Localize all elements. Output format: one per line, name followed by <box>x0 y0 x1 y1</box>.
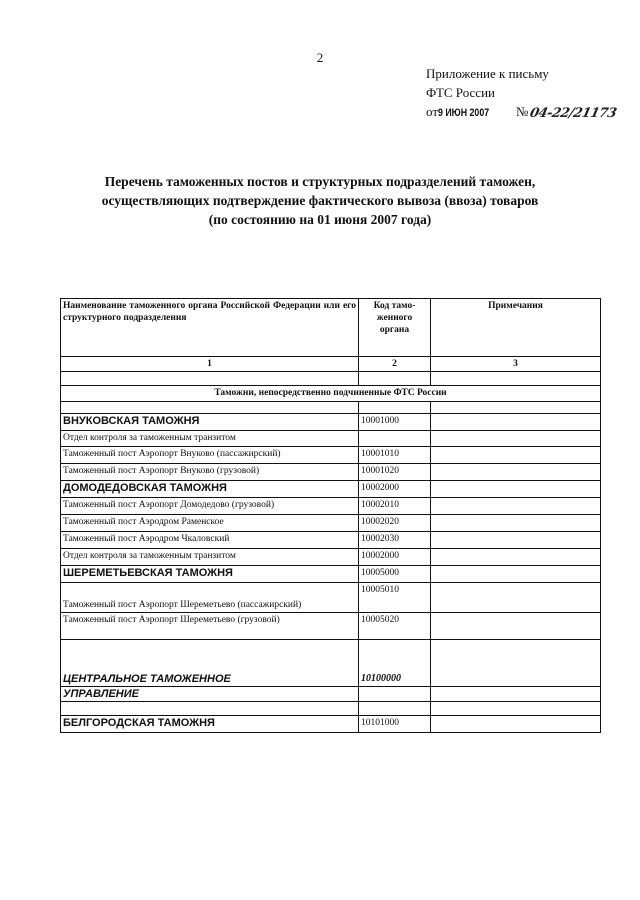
row-name: ДОМОДЕДОВСКАЯ ТАМОЖНЯ <box>61 481 359 498</box>
table-row <box>61 464 601 481</box>
table-row <box>61 716 601 733</box>
table-row <box>61 431 601 447</box>
row-name: Таможенный пост Аэродром Чкаловский <box>61 532 359 549</box>
row-code: 10002030 <box>359 532 431 549</box>
title-line-1: Перечень таможенных постов и структурных подразделений таможен, <box>104 174 536 189</box>
row-code <box>359 687 431 702</box>
header-name: Наименование таможенного органа Российской Федерации или его структурного подразделения <box>61 299 359 357</box>
header-note: Примечания <box>431 299 601 357</box>
row-code: 10005000 <box>359 566 431 583</box>
appendix-line-1: Приложение к письму <box>426 66 549 81</box>
row-code: 10002000 <box>359 481 431 498</box>
row-name: БЕЛГОРОДСКАЯ ТАМОЖНЯ <box>61 716 359 733</box>
row-code: 10001020 <box>359 464 431 481</box>
page-number: 2 <box>316 50 324 65</box>
appendix-block <box>426 64 626 121</box>
column-number-3: 3 <box>431 357 601 372</box>
row-name: ЦЕНТРАЛЬНОЕ ТАМОЖЕННОЕ <box>61 640 359 687</box>
column-number-1: 1 <box>61 357 359 372</box>
handwritten-letter-number: 04-22/21173 <box>528 106 618 121</box>
spacer-row <box>61 372 601 386</box>
customs-table <box>60 298 601 733</box>
row-name: Отдел контроля за таможенным транзитом <box>61 431 359 447</box>
row-name: Таможенный пост Аэропорт Внуково (грузовой) <box>61 464 359 481</box>
row-name: Таможенный пост Аэропорт Шереметьево (пассажирский) <box>61 583 359 613</box>
row-code <box>359 431 431 447</box>
table-row <box>61 498 601 515</box>
table-row <box>61 613 601 640</box>
row-code: 10002000 <box>359 549 431 566</box>
table-row <box>61 447 601 464</box>
date-prefix: от <box>426 104 439 119</box>
row-code: 10001010 <box>359 447 431 464</box>
row-name: ШЕРЕМЕТЬЕВСКАЯ ТАМОЖНЯ <box>61 566 359 583</box>
table-row <box>61 640 601 687</box>
row-code: 10005010 <box>359 583 431 613</box>
document-title <box>40 172 600 229</box>
spacer-row <box>61 702 601 716</box>
number-prefix: № <box>516 104 529 119</box>
spacer-row <box>61 402 601 414</box>
row-name: ВНУКОВСКАЯ ТАМОЖНЯ <box>61 414 359 431</box>
table-row <box>61 481 601 498</box>
table-row <box>61 414 601 431</box>
table-row <box>61 687 601 702</box>
header-row <box>61 299 601 357</box>
table-row <box>61 549 601 566</box>
row-code: 10002010 <box>359 498 431 515</box>
row-code: 10005020 <box>359 613 431 640</box>
row-name: Отдел контроля за таможенным транзитом <box>61 549 359 566</box>
appendix-date-line <box>426 102 626 121</box>
title-line-3: (по состоянию на 01 июня 2007 года) <box>208 212 432 227</box>
column-number-row <box>61 357 601 372</box>
row-code: 10002020 <box>359 515 431 532</box>
section-row <box>61 386 601 402</box>
table-row <box>61 583 601 613</box>
row-name: Таможенный пост Аэропорт Внуково (пассажирский) <box>61 447 359 464</box>
table-row <box>61 515 601 532</box>
table-row <box>61 532 601 549</box>
row-name: Таможенный пост Аэропорт Домодедово (грузовой) <box>61 498 359 515</box>
header-code: Код тамо-женного органа <box>359 299 431 357</box>
appendix-line-2: ФТС России <box>426 85 495 100</box>
title-line-2: осуществляющих подтверждение фактического вывоза (ввоза) товаров <box>101 193 539 208</box>
column-number-2: 2 <box>359 357 431 372</box>
row-name: УПРАВЛЕНИЕ <box>61 687 359 702</box>
row-code: 10101000 <box>359 716 431 733</box>
row-code: 10001000 <box>359 414 431 431</box>
row-name: Таможенный пост Аэродром Раменское <box>61 515 359 532</box>
section-title: Таможни, непосредственно подчиненные ФТС России <box>61 386 601 402</box>
table-row <box>61 566 601 583</box>
row-name: Таможенный пост Аэропорт Шереметьево (грузовой) <box>61 613 359 640</box>
date-stamp: 9 ИЮН 2007 <box>438 107 490 119</box>
row-code: 10100000 <box>359 640 431 687</box>
